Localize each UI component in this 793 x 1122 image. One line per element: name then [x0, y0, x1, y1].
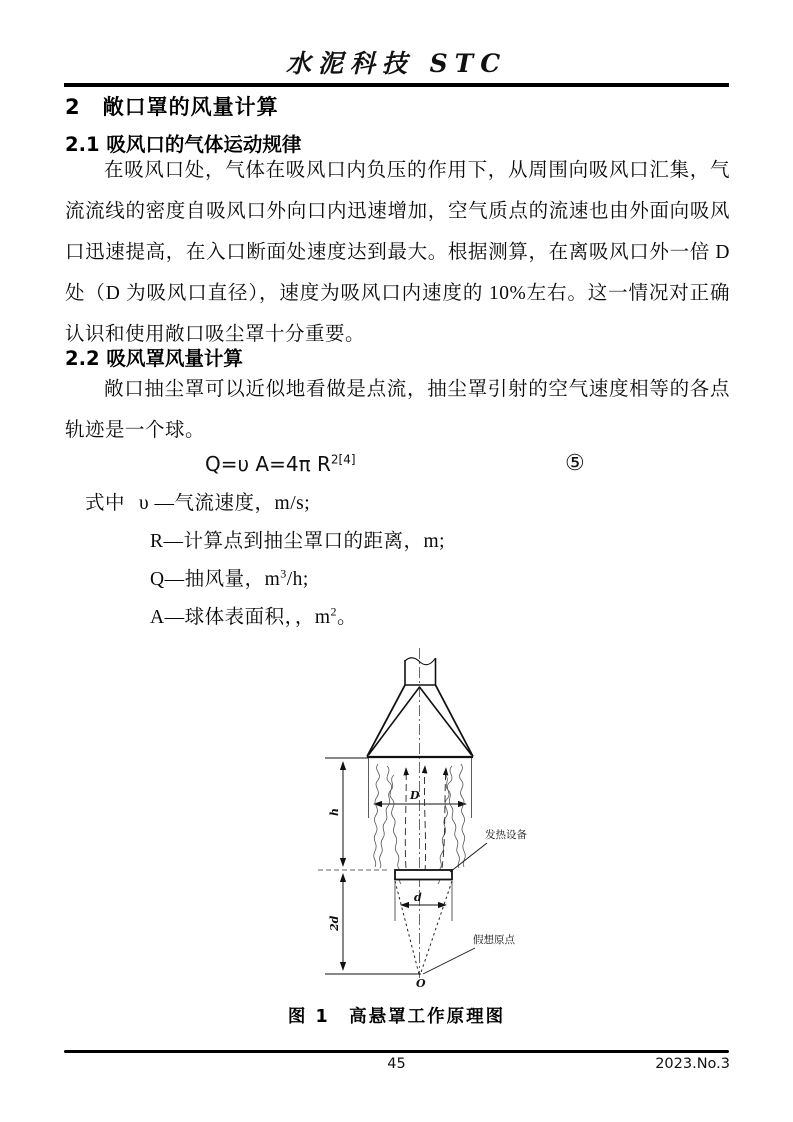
paragraph-gas-motion: 在吸风口处，气体在吸风口内负压的作用下，从周围向吸风口汇集，气流流线的密度自吸风口外向口内迅速增加，空气质点的流速也由外面向吸风口迅速提高，在入口断面处速度达到最大。根据测算，在离吸风口外一倍 D 处（D 为吸风口直径），速度为吸风口内速度的 10%左右。这一情况对正确认识和使用敞口吸尘罩十分重要。 — [65, 160, 730, 345]
canopy-hood-schematic — [290, 640, 580, 1010]
origin-point-label: O — [416, 977, 426, 990]
header-rule — [64, 83, 729, 87]
equipment-callout — [450, 828, 527, 872]
equation-number: ⑤ — [565, 450, 585, 475]
dimension-2d-label: 2d — [328, 915, 341, 931]
definition-line-airflow — [150, 563, 309, 591]
equation-body: Q=υ A=4π R — [205, 452, 331, 476]
definition-text: Q—抽风量，m — [150, 569, 281, 590]
footer-rule — [64, 1050, 729, 1053]
paragraph-point-flow: 敞口抽尘罩可以近似地看做是点流，抽尘罩引射的空气速度相等的各点轨迹是一个球。 — [65, 379, 730, 441]
break-line — [405, 658, 436, 665]
subsection-heading-2-2: 2.2 吸风罩风量计算 — [65, 347, 243, 370]
flow-arrows — [405, 766, 446, 872]
figure-1-diagram — [290, 640, 580, 1010]
equipment-plate — [395, 870, 452, 880]
issue-number: 2023.No.3 — [655, 1056, 730, 1072]
dimension-D — [374, 789, 466, 804]
definition-text: A—球体表面积，，m — [150, 607, 331, 628]
equation-superscript: 2[4] — [330, 452, 356, 467]
journal-header-title: 水泥科技 STC — [285, 49, 508, 78]
converging-lines — [395, 881, 452, 974]
dimension-D-label: D — [410, 789, 420, 802]
equation-5 — [205, 452, 730, 476]
definition-text-post: /h; — [286, 569, 309, 590]
dimension-d — [401, 891, 446, 905]
definition-text: υ —气流速度，m/s; — [139, 493, 311, 514]
definition-line-velocity — [85, 487, 310, 515]
dimension-h-label: h — [328, 808, 341, 816]
origin-label: 假想原点 — [473, 934, 515, 946]
origin-callout — [423, 933, 515, 974]
definition-line-distance — [150, 525, 445, 553]
section-heading: 2 敞口罩的风量计算 — [65, 95, 279, 119]
definition-sup: 3 — [280, 566, 287, 581]
definition-line-area — [150, 601, 357, 629]
definition-lead: 式中 — [85, 493, 126, 514]
figure-caption: 图 1 高悬罩工作原理图 — [287, 1007, 506, 1027]
definition-text: R—计算点到抽尘罩口的距离，m; — [150, 531, 446, 552]
subsection-heading-2-1: 2.1 吸风口的气体运动规律 — [65, 133, 302, 156]
hood-funnel — [367, 685, 473, 757]
definition-text-post: 。 — [337, 607, 358, 628]
page-number: 45 — [387, 1056, 406, 1072]
equipment-label: 发热设备 — [485, 829, 527, 841]
exhaust-duct — [405, 658, 436, 685]
definition-sup: 2 — [330, 604, 338, 619]
dimension-d-label: d — [414, 891, 422, 904]
